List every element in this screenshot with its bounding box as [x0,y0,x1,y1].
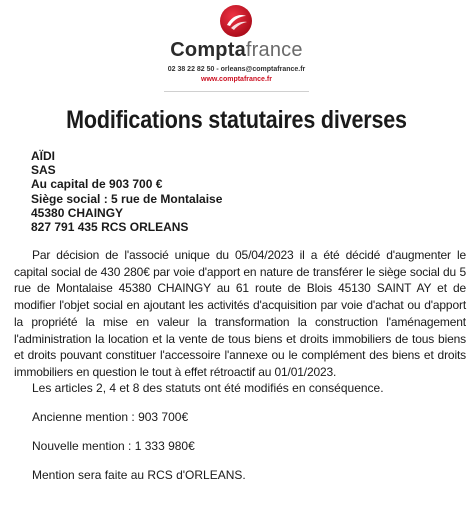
brand-part2: france [245,39,303,61]
company-rcs: 827 791 435 RCS ORLEANS [31,220,189,235]
articles-line: Les articles 2, 4 et 8 des statuts ont été modifiés en conséquence. [32,381,384,395]
company-form: SAS [31,163,56,178]
header [0,0,473,100]
company-city: 45380 CHAINGY [31,205,124,220]
nouvelle-mention: Nouvelle mention : 1 333 980€ [32,439,195,453]
company-name: AÏDI [31,149,55,163]
ancienne-mention: Ancienne mention : 903 700€ [32,410,189,424]
header-divider [164,91,309,92]
website-link[interactable]: www.comptafrance.fr [201,76,272,83]
company-capital: Au capital de 903 700 € [31,177,163,192]
page-title: Modifications statutaires diverses [66,106,407,134]
comptafrance-logo-icon [219,4,253,38]
company-block [31,149,222,234]
decision-paragraph: Par décision de l'associé unique du 05/04/2023 il a été décidé d'augmenter le capital social de 430 280€ par voie d'apport en nature de transférer le siège social du 5 rue de Montalaise 45380 CHAINGY au 61 route de Blois 45130 SAINT AY et de modifier l'objet social en ajoutant les activités d'acquisition par voie d'achat ou d'apport la propriété la mise en valeur la transformation la construction l'aménagement l'administration la location et la vente de tous biens et droits immobiliers de tous biens et droits pouvant constituer l'accessoire l'annexe ou le complément des biens et droits immobiliers en question le tout à effet rétroactif au 01/01/2023. [14,248,466,379]
company-siege: Siège social : 5 rue de Montalaise [31,191,223,206]
brand-part1: Compta [170,39,246,61]
contact-line: 02 38 22 82 50 - orleans@comptafrance.fr [167,66,306,73]
rcs-mention: Mention sera faite au RCS d'ORLEANS. [32,468,246,482]
brand-name [0,39,473,61]
